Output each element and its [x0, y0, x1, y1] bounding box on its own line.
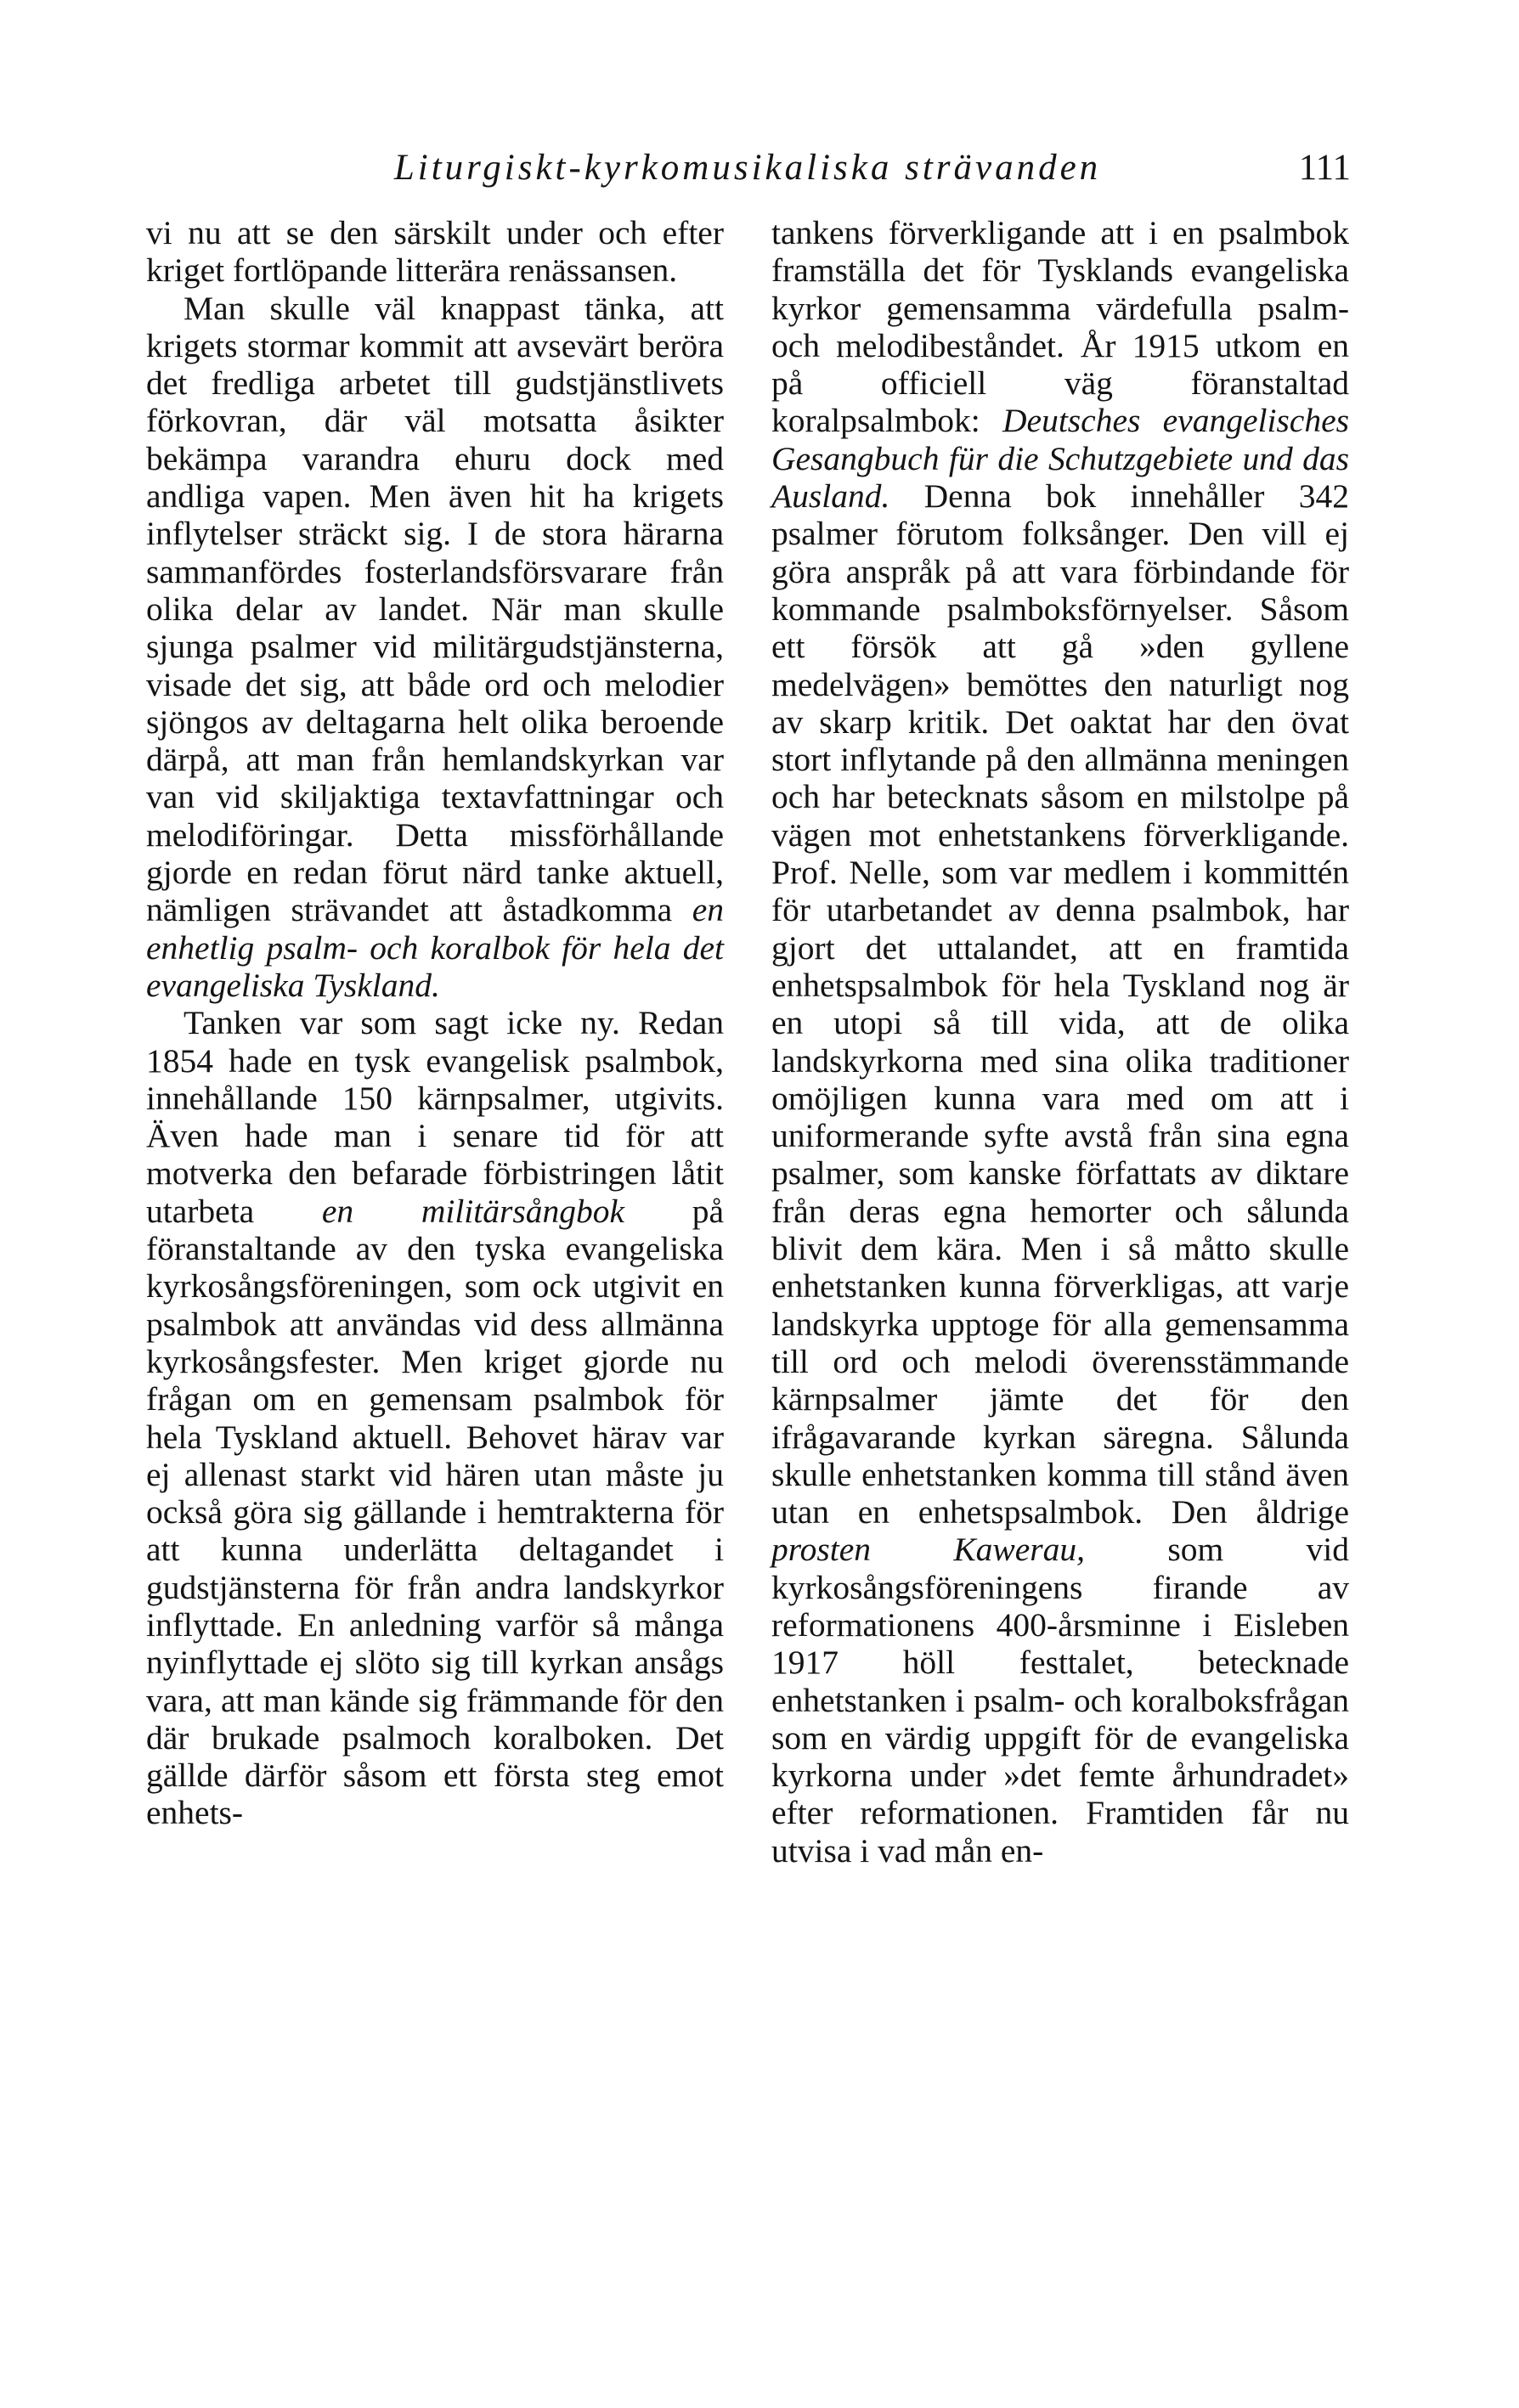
running-header [144, 143, 1351, 194]
paragraph-text: som vid kyrkosångsföreningens firande av reformationens 400-årsminne i Eisleben 1917 höll festtalet, betecknade enhetstanken i psalm- och koralboksfrågan som en värdig uppgift för de evangeliska kyrkorna under »det femte århundradet» efter reformationen. Framtiden får nu utvisa i vad mån en- [771, 1531, 1349, 1869]
paragraph-text: tankens förverkligande att i en psalmbok framställa det för Tysklands evangeliska kyrkor gemensamma värdefulla psalm- och melodibeståndet. År 1915 utkom en på officiell väg föranstaltad koralpsalmbok: [771, 214, 1349, 440]
page-number: 111 [1298, 148, 1351, 188]
right-column [771, 214, 1349, 1869]
paragraph [146, 1004, 724, 1832]
italic-title: Deutsches evangelisches Gesangbuch für die Schutzgebiete und das Ausland. [771, 402, 1349, 516]
paragraph [771, 214, 1349, 1869]
left-column [146, 214, 724, 1832]
paragraph-text: vi nu att se den särskilt under och efter kriget fortlöpande litterära renässansen. [146, 214, 724, 290]
italic-name: prosten Kawerau, [771, 1531, 1086, 1569]
paragraph [146, 214, 724, 290]
paragraph [146, 290, 724, 1005]
running-title: Liturgiskt-kyrkomusikaliska strävanden [393, 148, 1102, 188]
italic-title: en militärsångbok [321, 1192, 625, 1230]
paragraph-text: på föranstaltande av den tyska evangeliska kyrkosångsföreningen, som ock utgivit en psalmbok att användas vid dess allmänna kyrkosångsfester. Men kriget gjorde nu frågan om en gemensam psalmbok för hela Tyskland aktuell. Behovet härav var ej allenast starkt vid hären utan måste ju också göra sig gällande i hemtrakterna för att kunna underlätta deltagandet i gudstjänsterna för från andra landskyrkor inflyttade. En anledning varför så många nyinflyttade ej slöto sig till kyrkan ansågs vara, att man kände sig främmande för den där brukade psalmoch koralboken. Det gällde därför såsom ett första steg emot enhets- [146, 1192, 724, 1832]
paragraph-text: Tanken var som sagt icke ny. Redan 1854 hade en tysk evangelisk psalmbok, innehållande 150 kärnpsalmer, utgivits. Även hade man i senare tid för att motverka den befarade förbistringen låtit utarbeta [146, 1004, 724, 1230]
paragraph-text: Denna bok innehåller 342 psalmer förutom folksånger. Den vill ej göra anspråk på att vara förbindande för kommande psalmboksförnyelser. Såsom ett försök att gå »den gyllene medelvägen» bemöttes den naturligt nog av skarp kritik. Det oaktat har den övat stort inflytande på den allmänna meningen och har betecknats såsom en milstolpe på vägen mot enhetstankens förverkligande. Prof. Nelle, som var medlem i kommittén för utarbetandet av denna psalmbok, har gjort det uttalandet, att en framtida enhetspsalmbok för hela Tyskland nog är en utopi så till vida, att de olika landskyrkorna med sina olika traditioner omöjligen kunna vara med om att i uniformerande syfte avstå från sina egna psalmer, som kanske författats av diktare från deras egna hemorter och sålunda blivit dem kära. Men i så måtto skulle enhetstanken kunna förverkligas, att varje landskyrka upptoge för alla gemensamma till ord och melodi överensstämmande kärnpsalmer jämte det för den ifrågavarande kyrkan säregna. Sålunda skulle enhetstanken komma till stånd även utan en enhetspsalmbok. Den åldrige [771, 477, 1349, 1531]
paragraph-text: Man skulle väl knappast tänka, att krigets stormar kommit att avsevärt beröra det fredliga arbetet till gudstjänstlivets förkovran, där väl motsatta åsikter bekämpa varandra ehuru dock med andliga vapen. Men även hit ha krigets inflytelser sträckt sig. I de stora härarna sammanfördes fosterlandsförsvarare från olika delar av landet. När man skulle sjunga psalmer vid militärgudstjänsterna, visade det sig, att både ord och melodier sjöngos av deltagarna helt olika beroende därpå, att man från hemlandskyrkan var van vid skiljaktiga textavfattningar och melodiföringar. Detta missförhållande gjorde en redan förut närd tanke aktuell, nämligen strävandet att åstadkomma [146, 289, 724, 929]
italic-title: en enhetlig psalm- och koralbok för hela det evangeliska Tyskland. [146, 891, 724, 1004]
